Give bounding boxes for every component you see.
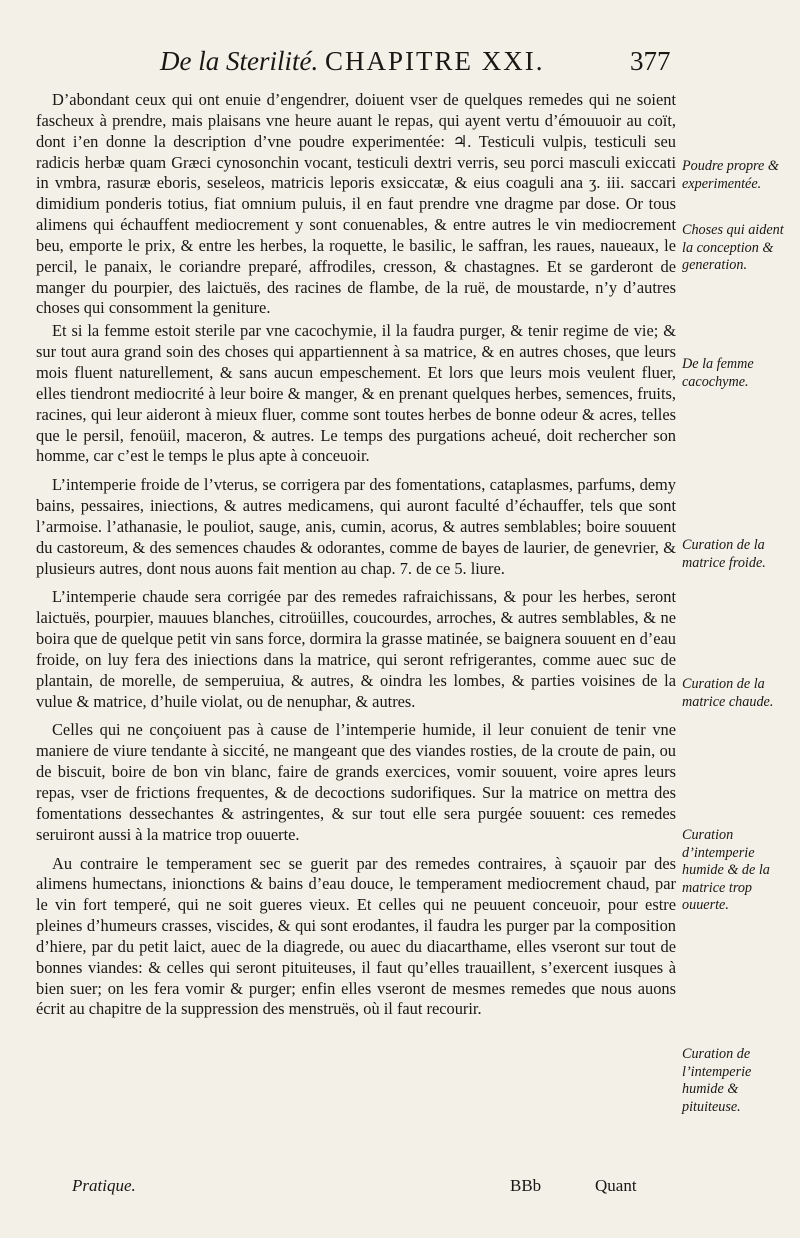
margin-note-pituitous: Curation de l’intemperie humide & pituiteuse. <box>682 1046 752 1115</box>
catchword: Quant <box>595 1176 637 1195</box>
paragraph-aphrodisiac-remedies: D’abondant ceux qui ont enuie d’engendrer, doiuent vser de quelques remedes qui ne soient fascheux à prendre, mais plaisans vne heure auant le repas, qui ayent vertu d’émouuoir au coït, dont i’en donne la description d’vne poudre experimentée: ♃. Testiculi vulpis, testiculi seu radicis herbæ quam Græci cynosonchin vocant, testiculi dextri verris, seu porci masculi exiccati in vmbra, rasuræ eboris, seseleos, matricis leporis exsiccatæ, & eius coaguli ana ʒ. iii. saccari dimidium ponderis totius, fiat omnium puluis, il en faut prendre vne dragme par dose. Or tous alimens qui échauffent mediocrement y sont conuenables, & entre autres le vin mediocrement beu, emporte le prix, & entre les herbes, la roquette, le basilic, le saffran, les raues, naueaux, le percil, le panaix, le coriandre preparé, affrodiles, cresson, & chastagnes. Et se garderont de manger du pourpier, des laictuës, des racines de flambe, de la ruë, de moustarde, n’y d’autres choses qui consomment la geniture. <box>36 90 676 318</box>
paragraph-cacochymia: Et si la femme estoit sterile par vne cacochymie, il la faudra purger, & tenir regime de vie; & sur tout aura grand soin des choses qui appartiennent à sa matrice, & en autres choses, que leurs mois fluent naturellement, & sans aucun empeschement. Et lors que leurs mois veulent fluer, elles tiendront mediocrité à leur boire & manger, & en prenant quelques herbes, semences, fruits, racines, qui leur aideront à mieux fluer, comme sont toutes herbes de bonne odeur & acres, telles que le persil, fenoüil, maceron, & autres. Le temps des purgations acheué, doit rechercher son homme, car c’est le temps le plus apte à conceuoir. <box>36 321 676 466</box>
margin-note-cacochyme: De la femme cacochyme. <box>682 356 754 390</box>
paragraph-hot-intemperance: L’intemperie chaude sera corrigée par des remedes rafraichissans, & pour les herbes, seront laictuës, pourpier, mauues blanches, citroüilles, coucourdes, arroches, & autres semblables, & ne boira que de quelque petit vin sans force, dormira la grasse matinée, se baignera souuent en d’eau froide, on luy fera des iniections dans la matrice, qui seront refrigerantes, comme auec suc de plantain, de morelle, de semperuiua, & autres, & oindra les lombes, & parties voisines de la vulue & matrice, d’huile violat, ou de nenuphar, & autres. <box>36 587 676 711</box>
page-footer <box>0 1176 800 1206</box>
paragraph-humid-intemperance: Celles qui ne conçoiuent pas à cause de l’intemperie humide, il leur conuient de tenir vne maniere de viure tendante à siccité, ne mangeant que des viandes rosties, de la croute de pain, ou de biscuit, boire de bon vin blanc, faire de grands exercices, vomir souuent, voire apres leurs repas, vser de frictions frequentes, & de decoctions sudorifiques. Sur la matrice on mettra des fomentations dessechantes & astringentes, & sur tout elle sera purgée souuent: ces remedes seruiront aussi à la matrice trop ouuerte. <box>36 720 676 844</box>
margin-note-humid-matrix: Curation d’intemperie humide & de la matrice trop ouuerte. <box>682 827 770 914</box>
page-header <box>150 46 670 86</box>
paragraph-cold-intemperance: L’intemperie froide de l’vterus, se corrigera par des fomentations, cataplasmes, parfums, demy bains, pessaires, iniections, & autres medicamens, qui auront faculté d’échauffer, tels que sont l’armoise. l’athanasie, le pouliot, sauge, anis, cumin, acorus, & autres semblables; boire souuent du castoreum, & des semences chaudes & odorantes, comme de bayes de laurier, de genevrier, & plusieurs autres, dont nous auons fait mention au chap. 7. de ce 5. liure. <box>36 475 676 578</box>
margin-note-conception: Choses qui aident la conception & generation. <box>682 222 784 274</box>
running-title: De la Sterilité. <box>160 46 319 76</box>
margin-note-cold-matrix: Curation de la matrice froide. <box>682 537 766 571</box>
paragraph-dry-temperament: Au contraire le temperament sec se guerit par des remedes contraires, à sçauoir par des alimens humectans, inionctions & bains d’eau douce, le temperament mediocrement chaud, par le vin fort temperé, qui ne soit gueres vieux. Et celles qui ne peuuent conceuoir, pour estre pleines d’humeurs crasses, viscides, & qui sont erodantes, il faudra les purger par la composition d’hiere, par du petit laict, auec de la diagrede, ou auec du diacarthame, elles vseront sur tout de bonnes viandes: & celles qui seront pituiteuses, il faut qu’elles trauaillent, s’exercent iusques à bien suer; on les fera vomir & purger; enfin elles vseront de mesmes remedes que nous auons écrit au chapitre de la suppression des menstruës, où il faut recourir. <box>36 853 676 1019</box>
body-text <box>36 90 676 1020</box>
signature-mark: BBb <box>510 1176 542 1195</box>
footer-pratique: Pratique. <box>72 1176 136 1195</box>
page-number: 377 <box>630 46 671 76</box>
margin-note-hot-matrix: Curation de la matrice chaude. <box>682 676 774 710</box>
chapter-title: CHAPITRE XXI. <box>325 46 545 76</box>
margin-note-powder: Poudre propre & experimentée. <box>682 158 779 192</box>
